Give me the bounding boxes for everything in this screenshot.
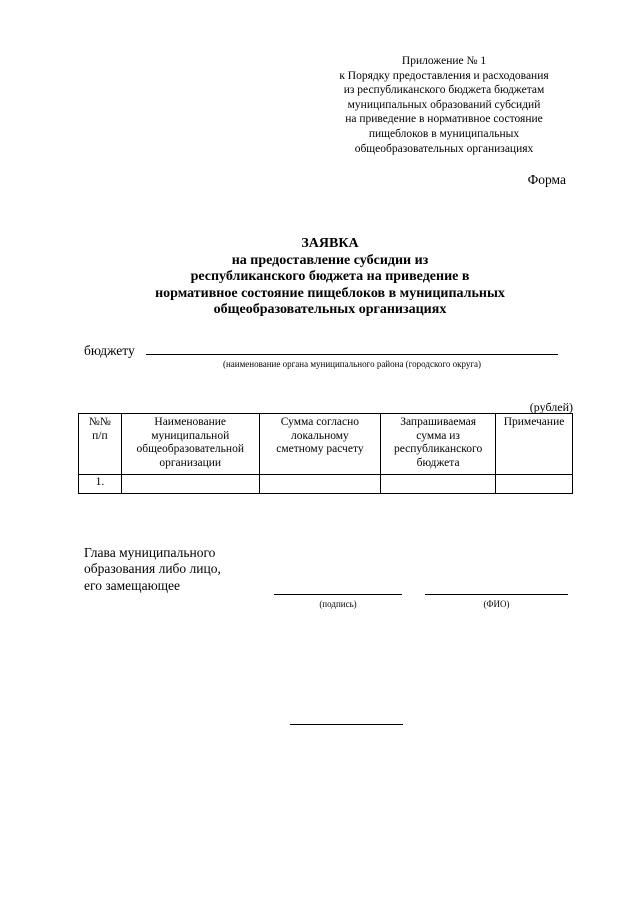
cell-organization-name[interactable] xyxy=(121,475,259,494)
signatory-line: его замещающее xyxy=(84,577,181,593)
title-line: нормативное состояние пищеблоков в муниципальных xyxy=(155,285,505,301)
fio-line[interactable] xyxy=(425,594,568,595)
appendix-line: к Порядку предоставления и расходования xyxy=(339,69,549,82)
title-line: на предоставление субсидии из xyxy=(231,252,429,268)
cell-estimate-sum[interactable] xyxy=(259,475,381,494)
appendix-line: из республиканского бюджета бюджетам xyxy=(343,84,545,97)
appendix-line: муниципальных образований субсидий xyxy=(347,98,541,111)
header-estimate-sum: Сумма согласно локальному сметному расчету xyxy=(259,414,381,475)
appendix-line: пищеблоков в муниципальных xyxy=(368,127,520,140)
table-row xyxy=(79,475,573,494)
appendix-line: Приложение № 1 xyxy=(401,55,487,67)
appendix-line: общеобразовательных организациях xyxy=(354,142,534,155)
header-requested-sum: Запрашиваемая сумма из республиканского бюджета xyxy=(381,414,496,475)
form-label: Форма xyxy=(527,172,566,187)
budget-caption: (наименование органа муниципального района (городского округа) xyxy=(222,359,482,369)
cell-note[interactable] xyxy=(496,475,573,494)
fio-caption: (ФИО) xyxy=(483,599,510,609)
bottom-divider xyxy=(290,724,403,725)
appendix-block xyxy=(322,54,566,156)
header-note: Примечание xyxy=(496,414,573,475)
title-line: республиканского бюджета на приведение в xyxy=(190,269,470,285)
units-label: (рублей) xyxy=(529,400,573,414)
request-table xyxy=(78,413,573,494)
header-organization-name: Наименование муниципальной общеобразовательной организации xyxy=(121,414,259,475)
signature-line[interactable] xyxy=(274,594,402,595)
title-line: ЗАЯВКА xyxy=(301,236,359,251)
cell-number: 1. xyxy=(79,475,122,494)
budget-fill-line[interactable] xyxy=(146,354,558,355)
signatory-line: Глава муниципального xyxy=(84,545,216,560)
table-header-row xyxy=(79,414,573,475)
document-title xyxy=(100,236,560,319)
signature-caption: (подпись) xyxy=(319,599,357,609)
signatory-block xyxy=(84,545,221,594)
header-number: №№ п/п xyxy=(79,414,122,475)
appendix-line: на приведение в нормативное состояние xyxy=(345,113,543,126)
signatory-line: образования либо лицо, xyxy=(84,561,221,577)
cell-requested-sum[interactable] xyxy=(381,475,496,494)
budget-label: бюджету xyxy=(84,343,135,358)
title-line: общеобразовательных организациях xyxy=(213,302,447,318)
